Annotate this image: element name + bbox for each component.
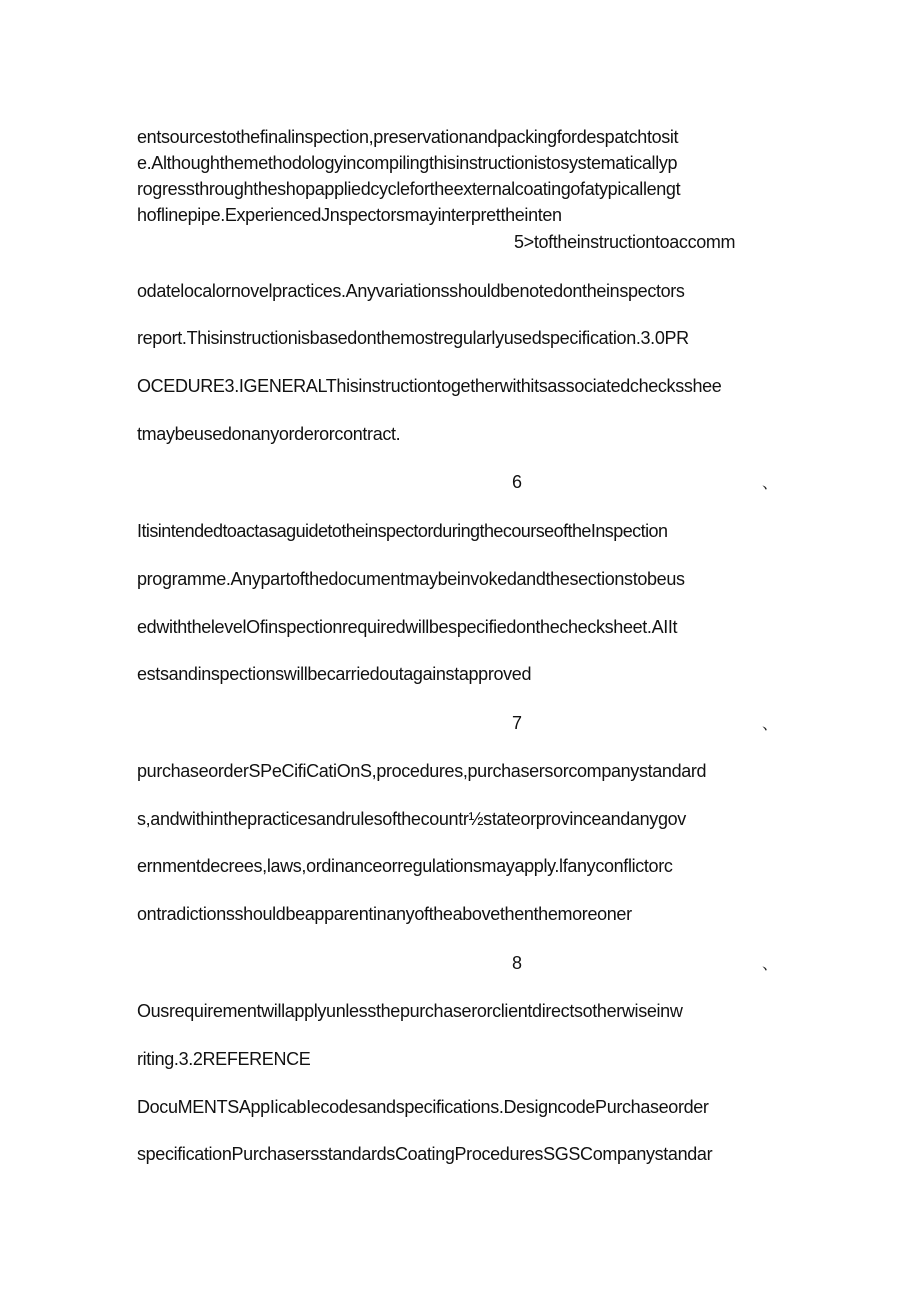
text-line: riting.3.2REFERENCE <box>137 1049 311 1069</box>
text-line: hoflinepipe.ExperiencedJnspectorsmayinterprettheinten <box>137 205 562 225</box>
text-line: purchaseorderSPeCifiCatiOnS,procedures,purchasersorcompanystandard <box>137 761 707 781</box>
text-line: report.Thisinstructionisbasedonthemostregularlyusedspecification.3.0PR <box>137 328 689 348</box>
text-line-continuation: 5>toftheinstructiontoaccomm <box>514 232 736 252</box>
text-line: OCEDURE3.IGENERALThisinstructiontogetherwithitsassociatedchecksshee <box>137 376 722 396</box>
text-line: edwiththelevelOfinspectionrequiredwillbespecifiedonthechecksheet.AIIt <box>137 617 678 637</box>
text-line: s,andwithinthepracticesandrulesofthecountr½stateorprovinceandanygov <box>137 809 686 829</box>
text-line: e.Althoughthemethodologyincompilingthisinstructionistosystematicallyp <box>137 153 678 173</box>
text-line: ontradictionsshouldbeapparentinanyoftheabovethenthemoreoner <box>137 904 632 924</box>
text-line: DocuMENTSAppIicabIecodesandspecifications.DesigncodePurchaseorder <box>137 1097 709 1117</box>
text-line: estsandinspectionswillbecarriedoutagainstapproved <box>137 664 532 684</box>
text-line: ernmentdecrees,laws,ordinanceorregulationsmayapply.lfanyconflictorc <box>137 856 673 876</box>
text-line: rogressthroughtheshopappliedcyclefortheexternalcoatingofatypicallengt <box>137 179 681 199</box>
text-line: specificationPurchasersstandardsCoatingProceduresSGSCompanystandar <box>137 1144 713 1164</box>
text-line: odatelocalornovelpractices.Anyvariationsshouldbenotedontheinspectors <box>137 281 685 301</box>
page-number: 8 <box>512 953 523 973</box>
text-line: entsourcestothefinalinspection,preservationandpackingfordespatchtosit <box>137 127 679 147</box>
tick-mark: 、 <box>762 716 779 733</box>
tick-mark: 、 <box>762 956 779 973</box>
page-number: 7 <box>512 713 523 733</box>
page-number: 6 <box>512 472 523 492</box>
text-line: programme.Anypartofthedocumentmaybeinvokedandthesectionstobeus <box>137 569 685 589</box>
text-line: tmaybeusedonanyorderorcontract. <box>137 424 401 444</box>
text-line: Ousrequirementwillapplyunlessthepurchaserorclientdirectsotherwiseinw <box>137 1001 683 1021</box>
tick-mark: 、 <box>762 475 779 492</box>
text-line: ItisintendedtoactasaguidetotheinspectorduringthecourseoftheInspection <box>137 521 668 541</box>
